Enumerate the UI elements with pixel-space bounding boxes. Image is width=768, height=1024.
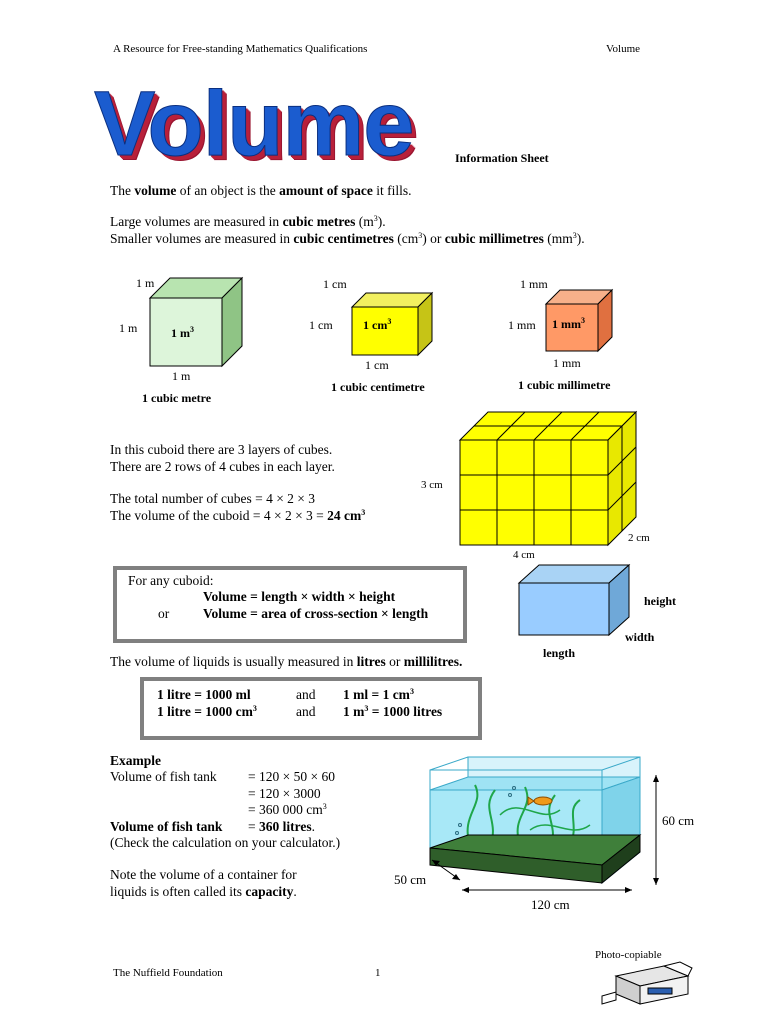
cuboid-text-2: There are 2 rows of 4 cubes in each layer. xyxy=(110,459,335,474)
example-l4-value: = 360 litres. xyxy=(248,819,315,834)
formula-or: or xyxy=(158,606,170,621)
example-heading: Example xyxy=(110,753,162,768)
intro-line-3: Smaller volumes are measured in cubic centimetres $(cm^3)$ or cubic millimetres $(mm^3)$. xyxy=(110,231,585,246)
yellow-cuboid xyxy=(460,412,640,547)
millimetre-caption: 1 cubic millimetre xyxy=(518,378,611,392)
footer-page-number: 1 xyxy=(375,967,381,979)
conv-r1-right: 1 ml = 1 $cm^3$ xyxy=(343,687,414,702)
cuboid-text-3: The total number of cubes = 4 × 2 × 3 xyxy=(110,491,316,506)
conv-r1-left: 1 litre = 1000 ml xyxy=(157,687,251,702)
conv-r2-right: 1 $m^3 = 1000$ litres xyxy=(343,704,443,719)
intro-line-2: Large volumes are measured in cubic metres $(m^3)$. xyxy=(110,214,386,229)
conv-r2-left: 1 litre = 1000 $cm^3$ xyxy=(157,704,257,719)
example-l1-value: = 120 × 50 × 60 xyxy=(248,769,335,784)
prism-height-label: height xyxy=(644,594,677,608)
formula-intro: For any cuboid: xyxy=(128,573,214,588)
conv-r1-and: and xyxy=(296,687,316,702)
centimetre-caption: 1 cubic centimetre xyxy=(331,380,425,394)
prism-width-label: width xyxy=(625,630,655,644)
millimetre-side-label: 1 mm xyxy=(508,318,536,332)
conv-r2-and: and xyxy=(296,704,316,719)
photocopier-icon xyxy=(602,962,692,1010)
header-resource: A Resource for Free-standing Mathematics Qualifications xyxy=(113,43,368,55)
cuboid-text-4: The volume of the cuboid = 4 × 2 × 3 = 24 $cm^3$ xyxy=(110,508,366,523)
page-title: Volume xyxy=(94,73,414,175)
header-topic: Volume xyxy=(606,43,641,55)
photocopiable-label: Photo-copiable xyxy=(595,949,662,961)
tank-height-label: 60 cm xyxy=(662,813,695,828)
millimetre-face-label: 1 $mm^3$ xyxy=(552,316,585,331)
millimetre-top-label: 1 mm xyxy=(520,277,548,291)
cuboid-height-label: 3 cm xyxy=(421,479,443,491)
formula-1: Volume = length × width × height xyxy=(203,589,396,604)
metre-bottom-label: 1 m xyxy=(172,369,191,383)
cubic-metre-cube xyxy=(150,278,250,368)
tank-dimension-arrows xyxy=(432,775,662,915)
example-l2-value: = 120 × 3000 xyxy=(248,786,321,801)
centimetre-side-label: 1 cm xyxy=(309,318,333,332)
prism-length-label: length xyxy=(543,646,576,660)
page-subtitle: Information Sheet xyxy=(455,151,549,165)
cuboid-depth-label: 2 cm xyxy=(628,532,650,544)
example-l1-label: Volume of fish tank xyxy=(110,769,217,784)
centimetre-face-label: 1 $cm^3$ xyxy=(363,317,392,332)
metre-top-label: 1 m xyxy=(136,276,155,290)
metre-caption: 1 cubic metre xyxy=(142,391,212,405)
millimetre-bottom-label: 1 mm xyxy=(553,356,581,370)
formula-2: Volume = area of cross-section × length xyxy=(203,606,429,621)
cuboid-text-1: In this cuboid there are 3 layers of cubes. xyxy=(110,442,333,457)
tank-length-label: 120 cm xyxy=(531,897,570,912)
footer-foundation: The Nuffield Foundation xyxy=(113,967,223,979)
example-note-2: liquids is often called its capacity. xyxy=(110,884,297,899)
tank-depth-label: 50 cm xyxy=(394,872,427,887)
example-note-1: Note the volume of a container for xyxy=(110,867,297,882)
centimetre-bottom-label: 1 cm xyxy=(365,358,389,372)
blue-cuboid xyxy=(519,565,634,637)
example-l3-value: = 360 000 $cm^3$ xyxy=(248,802,327,817)
cuboid-length-label: 4 cm xyxy=(513,549,535,561)
metre-face-label: 1 $m^3$ xyxy=(171,325,194,340)
metre-side-label: 1 m xyxy=(119,321,138,335)
liquids-line: The volume of liquids is usually measured in litres or millilitres. xyxy=(110,654,463,669)
intro-line-1: The volume of an object is the amount of space it fills. xyxy=(110,183,412,198)
centimetre-top-label: 1 cm xyxy=(323,277,347,291)
example-l4-label: Volume of fish tank xyxy=(110,819,223,834)
example-check: (Check the calculation on your calculator.) xyxy=(110,835,341,850)
